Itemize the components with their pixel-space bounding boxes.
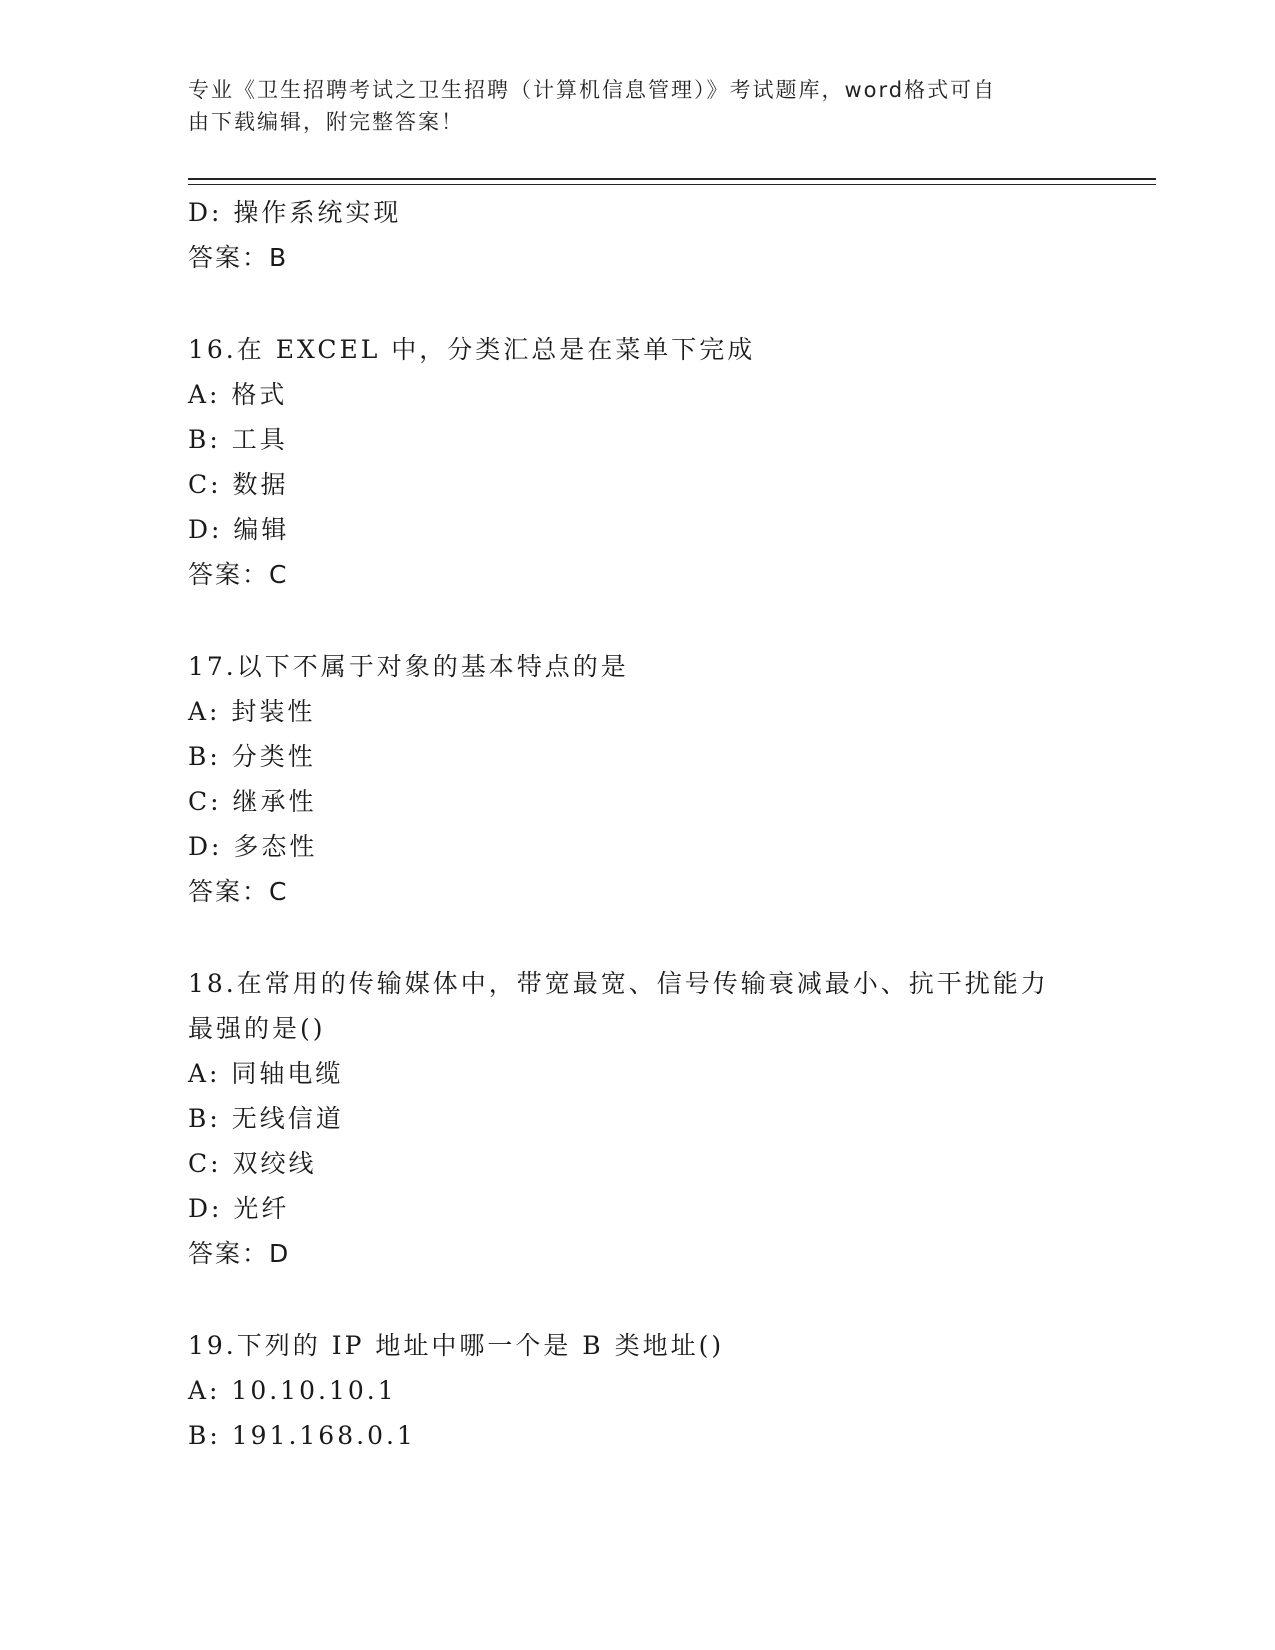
option-c: C: 数据	[188, 470, 289, 499]
option-a: A: 封装性	[188, 697, 316, 726]
header-line-1: 专业《卫生招聘考试之卫生招聘（计算机信息管理）》考试题库，word格式可自	[188, 78, 997, 102]
prev-option-d: D: 操作系统实现	[188, 198, 402, 227]
question-18	[188, 961, 1088, 1276]
question-stem-continued: 最强的是()	[188, 1014, 326, 1043]
question-19	[188, 1323, 1088, 1458]
header-line-2: 由下载编辑，附完整答案！	[188, 110, 464, 134]
header-rule-thick	[188, 178, 1156, 180]
answer: 答案：D	[188, 1239, 291, 1268]
question-stem: 16.在 EXCEL 中，分类汇总是在菜单下完成	[188, 335, 756, 364]
option-a: A: 同轴电缆	[188, 1059, 344, 1088]
answer: 答案：C	[188, 877, 289, 906]
header-rule-thin	[188, 184, 1156, 185]
option-c: C: 双绞线	[188, 1149, 317, 1178]
spacer	[188, 1276, 1088, 1323]
option-b: B: 分类性	[188, 742, 316, 771]
question-stem: 17.以下不属于对象的基本特点的是	[188, 652, 629, 681]
spacer	[188, 597, 1088, 644]
spacer	[188, 280, 1088, 327]
answer: 答案：C	[188, 560, 289, 589]
question-17	[188, 644, 1088, 914]
option-b: B: 191.168.0.1	[188, 1421, 416, 1450]
option-b: B: 无线信道	[188, 1104, 344, 1133]
option-d: D: 多态性	[188, 832, 318, 861]
option-a: A: 格式	[188, 380, 288, 409]
spacer	[188, 914, 1088, 961]
option-b: B: 工具	[188, 425, 288, 454]
question-16	[188, 327, 1088, 597]
prev-answer: 答案：B	[188, 243, 289, 272]
question-stem: 19.下列的 IP 地址中哪一个是 B 类地址()	[188, 1331, 725, 1360]
option-c: C: 继承性	[188, 787, 317, 816]
question-stem: 18.在常用的传输媒体中，带宽最宽、信号传输衰减最小、抗干扰能力	[188, 969, 1049, 998]
option-a: A: 10.10.10.1	[188, 1376, 397, 1405]
question-list	[188, 190, 1088, 1458]
document-header	[188, 74, 1068, 138]
option-d: D: 编辑	[188, 515, 290, 544]
option-d: D: 光纤	[188, 1194, 290, 1223]
